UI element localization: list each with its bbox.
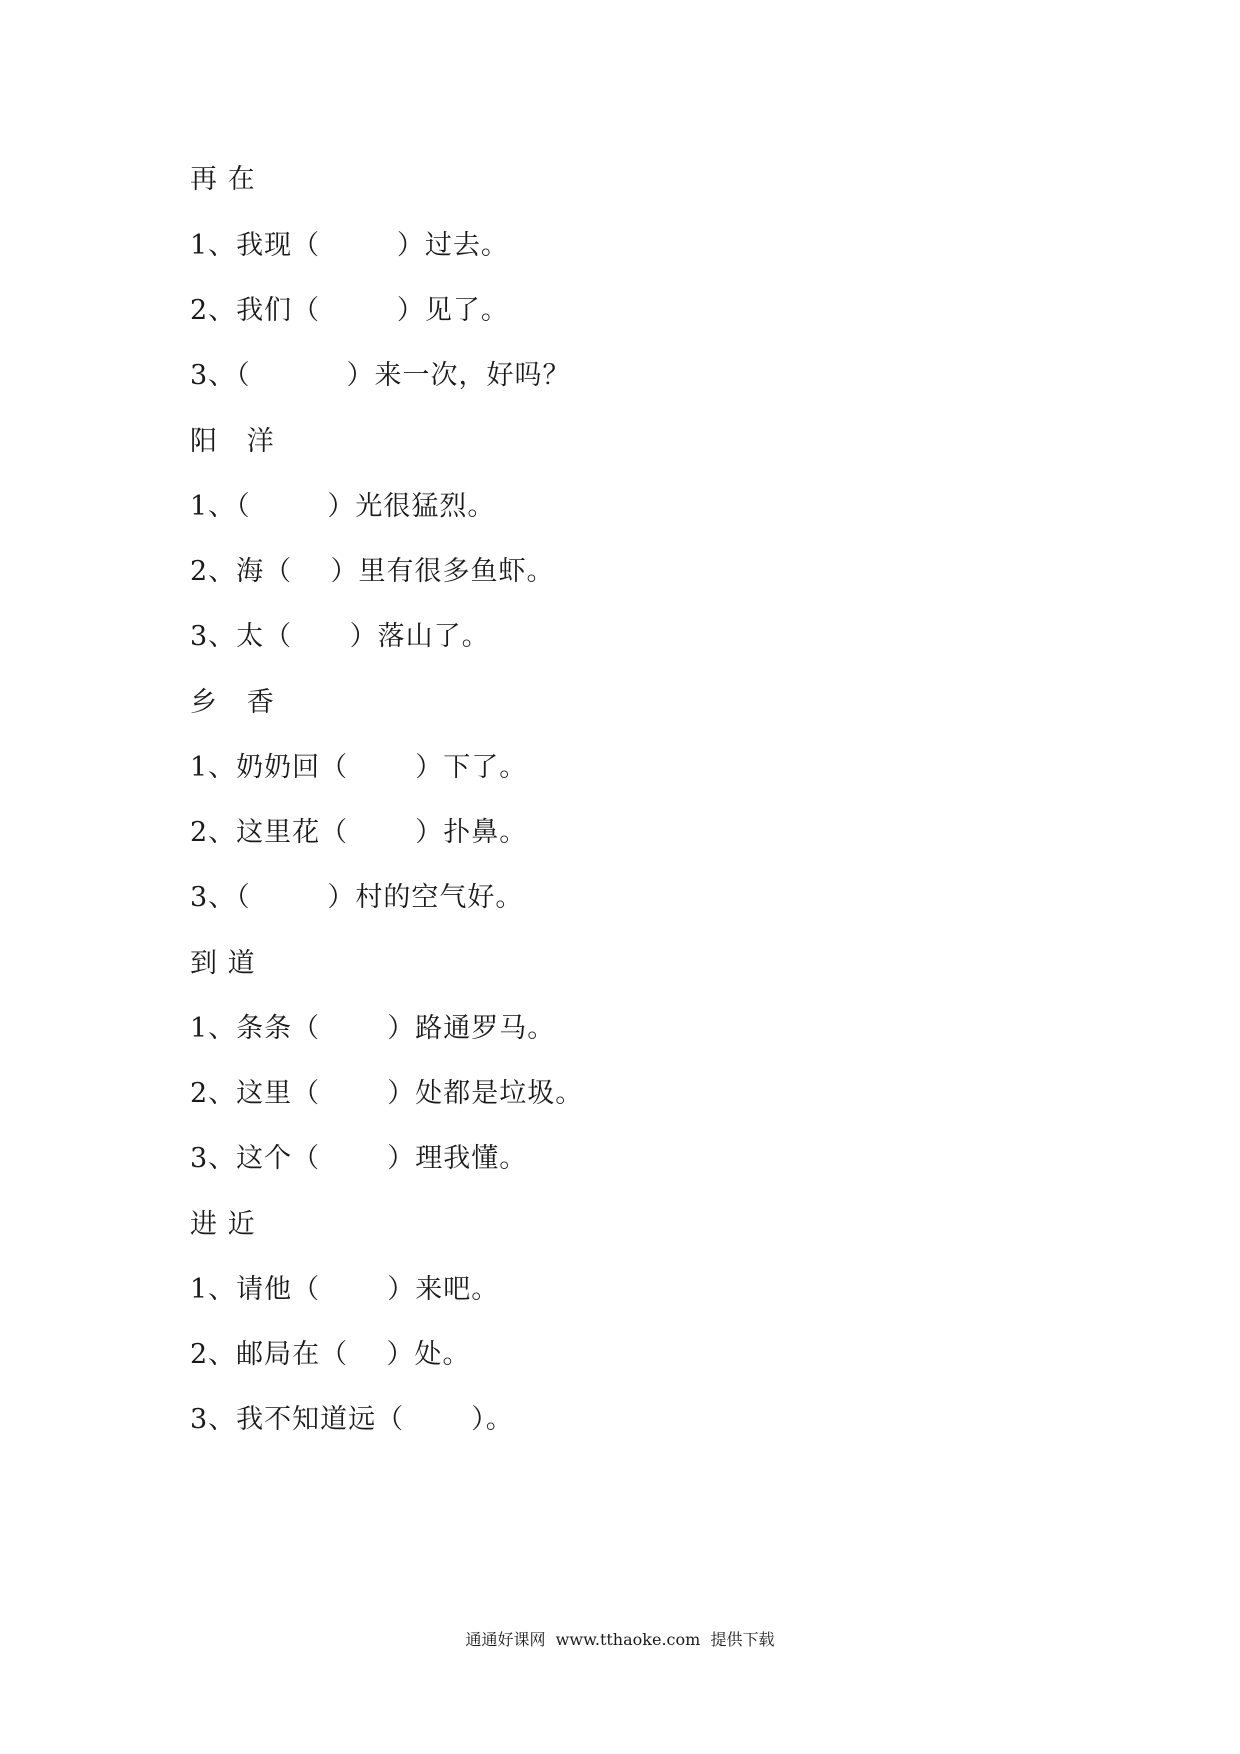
- question-2-1: 1、（ ）光很猛烈。: [190, 491, 496, 522]
- question-5-3: 3、我不知道远（ ）。: [190, 1404, 514, 1435]
- question-1-3: 3、（ ）来一次，好吗？: [190, 360, 571, 391]
- question-3-3: 3、（ ）村的空气好。: [190, 882, 524, 913]
- heading-group-4: 到 道: [190, 948, 256, 979]
- heading-group-5: 进 近: [190, 1209, 256, 1240]
- heading-group-2: 阳 洋: [190, 426, 275, 457]
- question-3-2: 2、这里花（ ）扑鼻。: [190, 817, 528, 848]
- question-5-1: 1、请他（ ）来吧。: [190, 1274, 500, 1305]
- question-4-1: 1、条条（ ）路通罗马。: [190, 1013, 556, 1044]
- heading-group-1: 再 在: [190, 164, 256, 195]
- heading-group-3: 乡 香: [190, 687, 275, 718]
- question-3-1: 1、奶奶回（ ）下了。: [190, 752, 528, 783]
- question-2-2: 2、海（ ）里有很多鱼虾。: [190, 556, 555, 587]
- question-1-2: 2、我们（ ）见了。: [190, 295, 509, 326]
- question-4-2: 2、这里（ ）处都是垃圾。: [190, 1078, 584, 1109]
- question-1-1: 1、我现（ ）过去。: [190, 230, 509, 261]
- question-5-2: 2、邮局在（ ）处。: [190, 1339, 471, 1370]
- page-footer: 通通好课网 www.tthaoke.com 提供下载: [465, 1630, 775, 1649]
- question-2-3: 3、太（ ）落山了。: [190, 621, 490, 652]
- question-4-3: 3、这个（ ）理我懂。: [190, 1143, 528, 1174]
